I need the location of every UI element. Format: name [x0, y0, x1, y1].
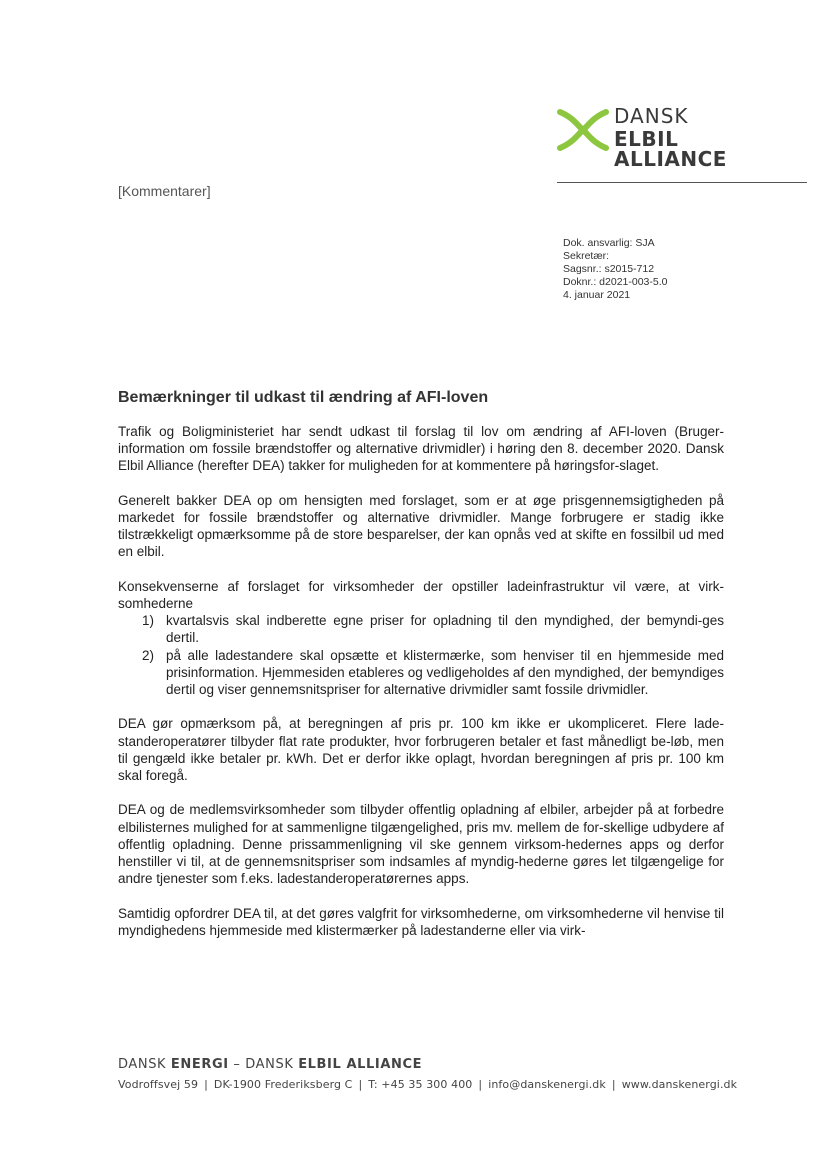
- document-title: Bemærkninger til udkast til ændring af AFI-loven: [118, 389, 489, 406]
- list-item-text: kvartalsvis skal indberette egne priser for opladning til den myndighed, der bemyndi-ges dertil.: [166, 613, 724, 646]
- footer-phone: T: +45 35 300 400: [368, 1078, 473, 1091]
- footer-separator: |: [478, 1078, 483, 1091]
- footer-email: info@danskenergi.dk: [488, 1078, 606, 1091]
- document-meta: [563, 237, 668, 302]
- logo-text: [614, 106, 796, 169]
- list-item-number: 2): [142, 647, 155, 663]
- footer-separator: |: [358, 1078, 363, 1091]
- meta-date: 4. januar 2021: [563, 289, 631, 301]
- paragraph-4: DEA gør opmærksom på, at beregningen af pris pr. 100 km ikke er ukompliceret. Flere lade-standeroperatører tilbyder flat rate produkter, hvor forbrugeren betaler et fast månedligt be-løb, men til gengæld ikke betaler pr. kWh. Det er derfor ikke oplagt, hvordan beregningen af pris pr. 100 km skal foregå.: [118, 716, 724, 784]
- footer-title: [118, 1057, 737, 1072]
- paragraph-6: Samtidig opfordrer DEA til, at det gøres valgfrit for virksomhederne, om virksomhederne vil henvise til myndighedens hjemmeside med klistermærker på ladestanderne eller via virk-: [118, 905, 724, 938]
- footer-separator: |: [611, 1078, 616, 1091]
- list-item: [118, 612, 724, 646]
- document-body: [118, 423, 724, 956]
- paragraph-3: Konsekvenserne af forslaget for virksomheder der opstiller ladeinfrastruktur vil være, at virk-somhederne: [118, 578, 724, 611]
- paragraph-2: Generelt bakker DEA op om hensigten med forslaget, som er at øge prisgennemsigtigheden på markedet for fossile brændstoffer og alternative drivmidler. Mange forbrugere er stadig ikke tilstrækkeligt opmærksomme på de store besparelser, der kan opnås ved at skifte en fossilbil ud med en elbil.: [118, 492, 724, 560]
- footer: [118, 1057, 737, 1091]
- footer-street: Vodroffsvej 59: [118, 1078, 199, 1091]
- logo-line2: ELBIL ALLIANCE: [614, 127, 727, 171]
- logo-line1: DANSK: [614, 104, 689, 128]
- dea-logo-icon: [556, 108, 610, 152]
- meta-secretary: Sekretær:: [563, 250, 610, 262]
- header-rule: [557, 182, 807, 183]
- footer-separator: |: [204, 1078, 208, 1091]
- footer-dash: –: [228, 1057, 246, 1072]
- meta-case-number: Sagsnr.: s2015-712: [563, 263, 655, 275]
- list-item-text: på alle ladestandere skal opsætte et klistermærke, som henviser til en hjemmeside med prisinformation. Hjemmesiden etableres og vedligeholdes af den myndighed, der bemyndiges dertil og viser gennemsnitspriser for alternative drivmidler samt fossile drivmidler.: [166, 647, 724, 698]
- meta-responsible: Dok. ansvarlig: SJA: [563, 237, 655, 249]
- consequence-list: [118, 612, 724, 698]
- footer-prefix-1: DANSK: [118, 1057, 171, 1072]
- footer-website: www.danskenergi.dk: [621, 1078, 738, 1091]
- list-item: [118, 647, 724, 699]
- paragraph-1: Trafik og Boligministeriet har sendt udkast til forslag til lov om ændring af AFI-loven (Bruger-information om fossile brændstoffer og alternative drivmidler) i høring den 8. december 2020. Dansk Elbil Alliance (herefter DEA) takker for muligheden for at kommentere på høringsfor-slaget.: [118, 424, 724, 474]
- list-item-number: 1): [142, 613, 155, 629]
- kommentarer-label: [Kommentarer]: [118, 183, 211, 199]
- paragraph-5: DEA og de medlemsvirksomheder som tilbyder offentlig opladning af elbiler, arbejder på at forbedre elbilisternes mulighed for at sammenligne tilgængelighed, pris mv. mellem de for-skellige udbydere af offentlig opladning. Denne prissammenligning vil ske gennem virksom-hedernes apps og derfor henstiller vi til, at de gennemsnitspriser som indsamles af myndig-hederne gøres let tilgængelige for andre tjenester som f.eks. ladestanderoperatørernes apps.: [118, 802, 724, 887]
- footer-address: [118, 1078, 737, 1091]
- footer-city: DK-1900 Frederiksberg C: [213, 1078, 353, 1091]
- dea-logo: [556, 104, 796, 171]
- footer-energi: ENERGI: [170, 1057, 229, 1072]
- meta-doc-number: Doknr.: d2021-003-5.0: [563, 276, 668, 288]
- footer-prefix-2: DANSK: [245, 1057, 299, 1072]
- footer-elbil-alliance: ELBIL ALLIANCE: [298, 1057, 423, 1072]
